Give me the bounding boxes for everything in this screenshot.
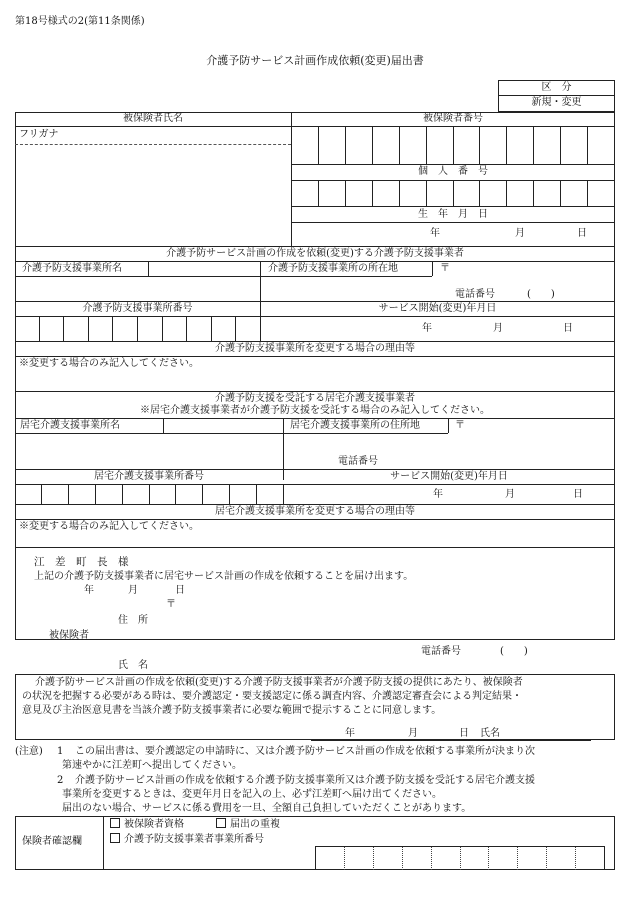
furigana-label: フリガナ [19, 129, 59, 140]
checkbox-icon[interactable] [110, 833, 120, 843]
consent-year: 年 [345, 728, 355, 739]
insurer-confirm-label: 保険者確認欄 [22, 836, 82, 847]
note-2-line-3: 届出のない場合、サービスに係る費用を一旦、全額自己負担していただくことがあります。 [62, 803, 472, 814]
homecare-office-name-field[interactable] [16, 434, 282, 468]
prevention-change-reason-field[interactable] [16, 370, 614, 390]
applicant-name-field[interactable] [165, 657, 605, 671]
consent-name-field[interactable] [500, 726, 590, 739]
note-2-line-2: 事業所を変更するときは、変更年月日を記入の上、必ず江差町へ届け出てください。 [62, 789, 442, 800]
addressee: 江 差 町 長 様 [34, 556, 129, 568]
declaration-text: 上記の介護予防支援事業者に居宅サービス計画の作成を依頼することを届け出ます。 [34, 571, 414, 582]
applicant-postal-mark: 〒 [166, 599, 176, 610]
homecare-office-name-label: 居宅介護支援事業所名 [20, 420, 120, 431]
form-number: 第18号様式の2(第11条関係) [15, 16, 145, 27]
prevention-section-header: 介護予防サービス計画の作成を依頼(変更)する介護予防支援事業者 [166, 248, 464, 259]
homecare-office-address-field[interactable] [284, 434, 614, 454]
consent-line-1: 介護予防サービス計画の作成を依頼(変更)する介護予防支援事業者が介護予防支援の提供にあたり、被保険者 [35, 677, 523, 688]
kubun-value[interactable]: 新規・変更 [531, 97, 582, 108]
prevention-office-address-label: 介護予防支援事業所の所在地 [268, 263, 398, 274]
homecare-start-year: 年 [433, 489, 443, 500]
birth-day-label: 日 [577, 228, 587, 239]
note-1-line-1: この届出書は、要介護認定の申請時に、又は介護予防サービス計画の作成を依頼する事業所が決まり次 [75, 746, 535, 757]
personal-number-boxes[interactable] [291, 180, 615, 206]
confirm-option-3-label: 介護予防支援事業者事業所番号 [124, 834, 264, 845]
note-1-number: 1 [57, 746, 64, 757]
confirm-option-2-label: 届出の重複 [230, 819, 280, 830]
prevention-office-address-field[interactable] [261, 277, 614, 300]
insured-number-label: 被保険者番号 [423, 113, 483, 124]
homecare-office-number-label: 居宅介護支援事業所番号 [94, 471, 204, 482]
birth-year-label: 年 [430, 228, 440, 239]
homecare-phone-label: 電話番号 [338, 456, 378, 467]
prevention-service-start-field[interactable] [261, 317, 614, 340]
homecare-section-header: 介護予防支援を受託する居宅介護支援事業者 [215, 393, 415, 404]
homecare-service-start-field[interactable] [284, 485, 614, 503]
checkbox-icon[interactable] [216, 818, 226, 828]
homecare-change-note: ※変更する場合のみ記入してください。 [19, 521, 199, 532]
document-title: 介護予防サービス計画作成依頼(変更)届出書 [206, 54, 424, 67]
homecare-postal-mark: 〒 [455, 420, 465, 431]
prevention-office-number-boxes[interactable] [15, 316, 260, 341]
homecare-start-day: 日 [573, 489, 583, 500]
prevention-postal-mark: 〒 [440, 263, 450, 274]
application-year: 年 [84, 585, 94, 596]
consent-line-2: の状況を把握する必要がある時は、要介護認定・要支援認定に係る調査内容、介護認定審査会による判定結果・ [22, 691, 522, 702]
applicant-phone-label: 電話番号 [421, 646, 461, 657]
confirm-option-duplicate[interactable] [216, 818, 280, 831]
confirm-option-insured-qualification[interactable] [110, 818, 184, 831]
consent-name-label: 氏名 [480, 728, 500, 739]
checkbox-icon[interactable] [110, 818, 120, 828]
application-month: 月 [128, 585, 138, 596]
insured-number-boxes[interactable] [291, 126, 615, 164]
prevention-office-number-label: 介護予防支援事業所番号 [82, 303, 193, 314]
prevention-service-start-label: サービス開始(変更)年月日 [378, 303, 497, 314]
notes-prefix: (注意) [15, 746, 43, 757]
birth-month-label: 月 [515, 228, 525, 239]
prevention-start-day: 日 [563, 323, 573, 334]
confirm-option-office-number[interactable] [110, 833, 264, 846]
insured-person-label: 被保険者 [49, 630, 89, 641]
note-2-line-1: 介護予防サービス計画の作成を依頼する介護予防支援事業所又は介護予防支援を受託する居宅介護支援 [75, 775, 535, 786]
homecare-service-start-label: サービス開始(変更)年月日 [390, 471, 508, 482]
prevention-start-month: 月 [493, 323, 503, 334]
confirm-option-1-label: 被保険者資格 [124, 819, 184, 830]
consent-month: 月 [408, 728, 418, 739]
prevention-change-note: ※変更する場合のみ記入してください。 [19, 358, 199, 369]
consent-line-3: 意見及び主治医意見書を当該介護予防支援事業者に必要な範囲で提示することに同意します。 [22, 705, 442, 716]
name-label: 氏 名 [118, 660, 148, 671]
address-label: 住 所 [118, 615, 148, 626]
homecare-change-reason-field[interactable] [16, 534, 614, 546]
prevention-phone-label: 電話番号 [455, 289, 495, 300]
application-day: 日 [175, 585, 185, 596]
homecare-office-number-boxes[interactable] [15, 484, 283, 504]
birthdate-label: 生 年 月 日 [418, 209, 488, 220]
applicant-phone-parens[interactable]: ( ) [500, 646, 528, 657]
homecare-start-month: 月 [505, 489, 515, 500]
note-1-line-2: 第速やかに江差町へ提出してください。 [62, 760, 242, 771]
confirm-office-number-boxes[interactable] [315, 846, 605, 870]
homecare-section-note: ※居宅介護支援事業者が介護予防支援を受託する場合のみ記入してください。 [140, 405, 490, 416]
prevention-change-reason-header: 介護予防支援事業所を変更する場合の理由等 [215, 343, 415, 354]
insured-name-field[interactable] [16, 145, 290, 245]
homecare-office-address-label: 居宅介護支援事業所の住所地 [290, 420, 420, 431]
note-2-number: 2 [57, 775, 64, 786]
homecare-change-reason-header: 居宅介護支援事業所を変更する場合の理由等 [215, 506, 415, 517]
prevention-office-name-label: 介護予防支援事業所名 [22, 263, 122, 274]
prevention-phone-parens[interactable]: ( ) [527, 289, 555, 300]
consent-day: 日 [459, 728, 469, 739]
birthdate-field[interactable] [292, 223, 614, 245]
personal-number-label: 個 人 番 号 [418, 166, 488, 177]
applicant-address-field[interactable] [165, 612, 605, 626]
insured-name-label: 被保険者氏名 [123, 113, 183, 124]
prevention-start-year: 年 [422, 323, 432, 334]
kubun-label: 区 分 [541, 82, 572, 93]
prevention-office-name-field[interactable] [16, 277, 259, 300]
